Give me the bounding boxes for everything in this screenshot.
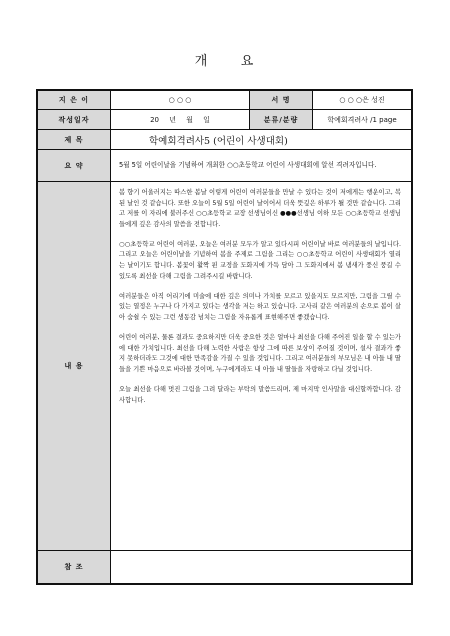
summary-table xyxy=(36,89,413,585)
content-label: 내 용 xyxy=(38,182,111,550)
date-row xyxy=(38,110,411,130)
subject-label: 제 목 xyxy=(38,130,111,149)
document-title-part-1: 개 xyxy=(194,54,210,69)
content-paragraph-4: 어린이 여러분, 물론 결과도 중요하지만 더욱 중요한 것은 얼마나 최선을 다해 주어진 일을 할 수 있는가에 대한 가치입니다. 최선을 다해 노력한 사람은 항상 그에 따른 보상이 주어질 것이며, 설사 결과가 좋지 못하더라도 그것에 대한 만족감을 가질 수 있을 것입니다. 그리고 여러분들의 부모님은 내 아들 내 딸들을 기쁜 마음으로 바라볼 것이며, 누구에게라도 내 아들 내 딸들을 자랑하고 다닐 것입니다. xyxy=(119,334,401,373)
summary-row xyxy=(38,150,411,182)
date-value: 20 년 월 일 xyxy=(111,110,250,129)
content-body xyxy=(111,182,411,550)
author-row xyxy=(38,91,411,110)
signature-value: ○ ○ ○은 성진 xyxy=(339,96,385,104)
subject-row xyxy=(38,130,411,150)
summary-label: 요 약 xyxy=(38,150,111,181)
reference-label: 참 조 xyxy=(38,551,111,583)
document-title-part-2: 요 xyxy=(240,54,256,69)
subject-value: 학예회격려사5 (어린이 사생대회) xyxy=(149,135,288,147)
content-paragraph-1: 봄 향기 어울러지는 따스한 봄날 이렇게 어린이 여러분들을 만날 수 있다는 것이 저에게는 행운이고, 복된 날인 것 같습니다. 또한 오늘이 5월 5일 어린이 날이어서 더욱 뜻깊은 하루가 될 것만 같습니다. 그리고 저를 이 자리에 불러주신 ○○초등학교 교장 선생님이신 ●●●선생님 이하 모든 ○○초등학교 선생님들에게 깊은 감사의 말씀을 전합니다. xyxy=(119,189,401,228)
reference-value xyxy=(111,551,411,583)
date-label: 작성일자 xyxy=(38,110,111,129)
category-label: 분류/분량 xyxy=(250,110,313,129)
summary-value: 5월 5일 어린이날을 기념하여 개최한 ○○초등학교 어린이 사생대회에 알선 격려자입니다. xyxy=(119,161,377,170)
reference-row xyxy=(38,551,411,583)
category-value: 학예회격려사 /1 page xyxy=(327,115,397,124)
document-title xyxy=(0,50,450,69)
signature-label: 서 명 xyxy=(250,91,313,109)
content-row xyxy=(38,182,411,551)
content-paragraph-3: 여러분들은 아직 어리기에 미술에 대한 깊은 의미나 가치를 모르고 있을지도 모르지만, 그림을 그릴 수 있는 열정은 누구나 다 가지고 있다는 생각을 저는 하고 있습니다. 고사리 같은 여러분의 손으로 봄이 살아 숨쉴 수 있는 그런 생동감 넘치는 그림을 자유롭게 표현해주면 좋겠습니다. xyxy=(119,292,401,321)
content-paragraph-2: ○○초등학교 어린이 여러분, 오늘은 여러분 모두가 알고 있다시피 어린이날 바로 여러분들의 날입니다. 그리고 오늘은 어린이날을 기념하여 봄을 주제로 그림을 그리는 ○○초등학교 어린이 사생대회가 열리는 날이기도 합니다. 봄꽃이 활짝 핀 교정을 도화지에 가득 담아 그 도화지에서 봄 냄새가 풍신 풍길 수 있도록 최선을 다해 그림을 그려주시길 바랍니다. xyxy=(119,240,401,280)
content-paragraph-5: 오늘 최선을 다해 멋진 그림을 그려 달라는 부탁의 말씀드리며, 제 마지막 인사말을 대신할까합니다. 감사합니다. xyxy=(119,385,401,404)
author-label: 지 은 이 xyxy=(38,91,111,109)
author-value: ○ ○ ○ xyxy=(111,91,250,109)
